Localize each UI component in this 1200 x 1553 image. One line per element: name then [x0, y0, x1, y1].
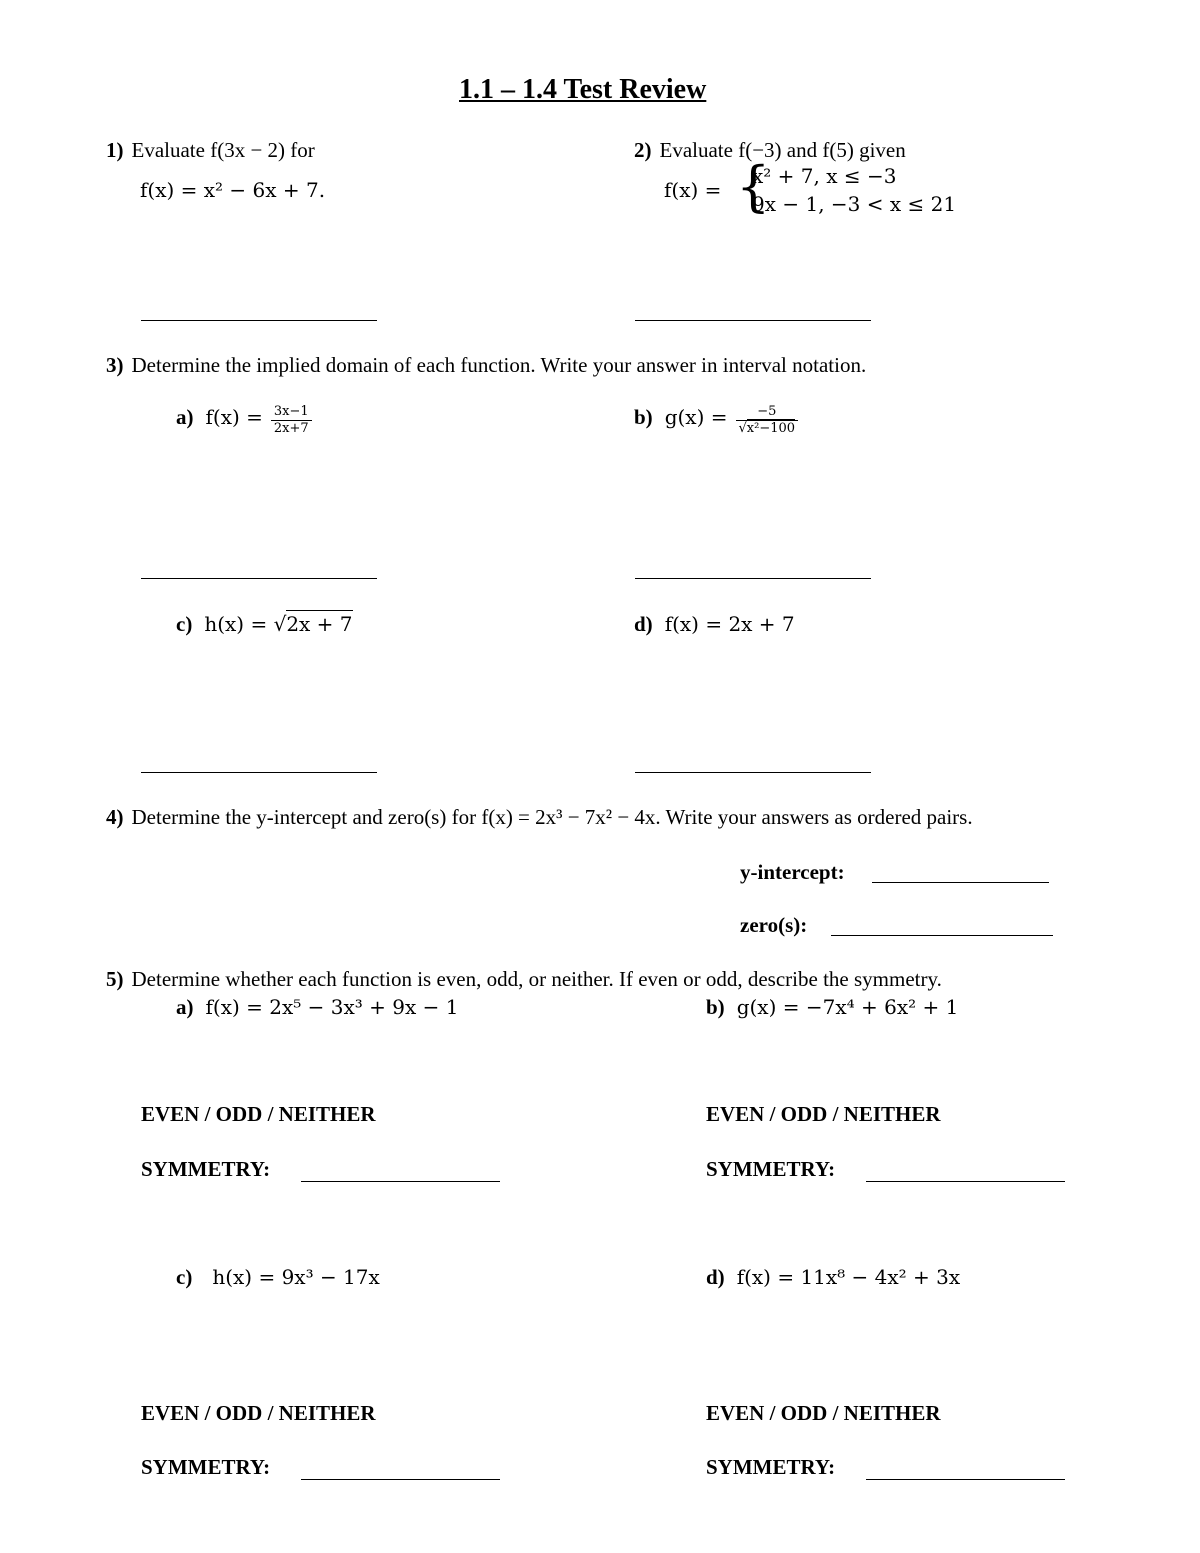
piecewise-brace: {	[736, 155, 771, 218]
symmetry-label-5c: SYMMETRY:	[141, 1455, 271, 1479]
question-4-number: 4)	[106, 805, 124, 829]
answer-blank-q3d[interactable]	[635, 772, 871, 773]
question-2-lhs: f(x) =	[664, 178, 722, 202]
answer-blank-q3b[interactable]	[635, 578, 871, 579]
fraction-numerator: 3x−1	[271, 404, 312, 421]
answer-blank-zeros[interactable]	[831, 935, 1053, 936]
question-5c-label: c)	[176, 1265, 193, 1289]
symmetry-label-5a: SYMMETRY:	[141, 1157, 271, 1181]
question-5a	[176, 995, 458, 1020]
question-3c-label: c)	[176, 612, 193, 636]
piecewise-case-1: x² + 7, x ≤ −3	[752, 164, 897, 188]
answer-blank-y-intercept[interactable]	[872, 882, 1049, 883]
question-1-prompt: Evaluate f(3x − 2) for	[131, 138, 315, 162]
even-odd-neither-choice-5b[interactable]: EVEN / ODD / NEITHER	[706, 1102, 941, 1126]
symmetry-label-5b: SYMMETRY:	[706, 1157, 836, 1181]
question-1-number: 1)	[106, 138, 124, 162]
question-3a-lhs: f(x) =	[205, 405, 263, 430]
question-2-number: 2)	[634, 138, 652, 162]
radicand: 2x + 7	[286, 612, 353, 636]
question-3b-lhs: g(x) =	[664, 405, 728, 430]
zeros-label: zero(s):	[740, 913, 808, 937]
question-1-function: f(x) = x² − 6x + 7.	[140, 178, 326, 202]
radicand: x²−100	[746, 421, 796, 436]
question-5-number: 5)	[106, 967, 124, 991]
question-5c-function: h(x) = 9x³ − 17x	[212, 1265, 380, 1289]
question-5d	[706, 1265, 960, 1290]
question-3-number: 3)	[106, 353, 124, 377]
question-3b-label: b)	[634, 405, 653, 430]
question-5b-label: b)	[706, 995, 725, 1019]
question-5c	[176, 1265, 380, 1290]
symmetry-label-5d: SYMMETRY:	[706, 1455, 836, 1479]
even-odd-neither-choice-5a[interactable]: EVEN / ODD / NEITHER	[141, 1102, 376, 1126]
question-3d-function: f(x) = 2x + 7	[664, 612, 795, 636]
question-3	[106, 353, 866, 378]
piecewise-case-2: 9x − 1, −3 < x ≤ 21	[752, 192, 957, 216]
answer-blank-symmetry-5c[interactable]	[301, 1479, 500, 1480]
answer-blank-q3c[interactable]	[141, 772, 377, 773]
answer-blank-symmetry-5b[interactable]	[866, 1181, 1065, 1182]
question-3a-label: a)	[176, 405, 194, 430]
question-1	[106, 138, 315, 163]
even-odd-neither-choice-5c[interactable]: EVEN / ODD / NEITHER	[141, 1401, 376, 1425]
question-3a-fraction	[271, 404, 312, 437]
fraction-denominator	[736, 421, 799, 437]
page-title: 1.1 – 1.4 Test Review	[459, 74, 707, 105]
question-2-prompt: Evaluate f(−3) and f(5) given	[659, 138, 906, 162]
question-4-prompt: Determine the y-intercept and zero(s) for f(x) = 2x³ − 7x² − 4x. Write your answers as ordered pairs.	[131, 805, 973, 829]
question-3d	[634, 612, 795, 637]
y-intercept-label: y-intercept:	[740, 860, 845, 884]
question-3b-fraction	[736, 404, 799, 437]
question-5-prompt: Determine whether each function is even, odd, or neither. If even or odd, describe the symmetry.	[131, 967, 942, 991]
even-odd-neither-choice-5d[interactable]: EVEN / ODD / NEITHER	[706, 1401, 941, 1425]
answer-blank-q1[interactable]	[141, 320, 377, 321]
sqrt-icon: √	[738, 421, 747, 436]
question-5a-label: a)	[176, 995, 194, 1019]
answer-blank-symmetry-5a[interactable]	[301, 1181, 500, 1182]
question-3b	[634, 404, 798, 437]
question-5b-function: g(x) = −7x⁴ + 6x² + 1	[736, 995, 959, 1019]
question-3c-lhs: h(x) = √	[204, 612, 287, 636]
fraction-numerator: −5	[736, 404, 799, 421]
question-3a	[176, 404, 312, 437]
question-5b	[706, 995, 958, 1020]
question-3-prompt: Determine the implied domain of each function. Write your answer in interval notation.	[131, 353, 867, 377]
question-4	[106, 805, 973, 830]
answer-blank-q2[interactable]	[635, 320, 871, 321]
question-5	[106, 967, 942, 992]
question-3d-label: d)	[634, 612, 653, 636]
question-5d-function: f(x) = 11x⁸ − 4x² + 3x	[736, 1265, 961, 1289]
answer-blank-symmetry-5d[interactable]	[866, 1479, 1065, 1480]
answer-blank-q3a[interactable]	[141, 578, 377, 579]
fraction-denominator: 2x+7	[273, 421, 309, 436]
question-5d-label: d)	[706, 1265, 725, 1289]
question-5a-function: f(x) = 2x⁵ − 3x³ + 9x − 1	[205, 995, 459, 1019]
question-3c	[176, 612, 353, 637]
